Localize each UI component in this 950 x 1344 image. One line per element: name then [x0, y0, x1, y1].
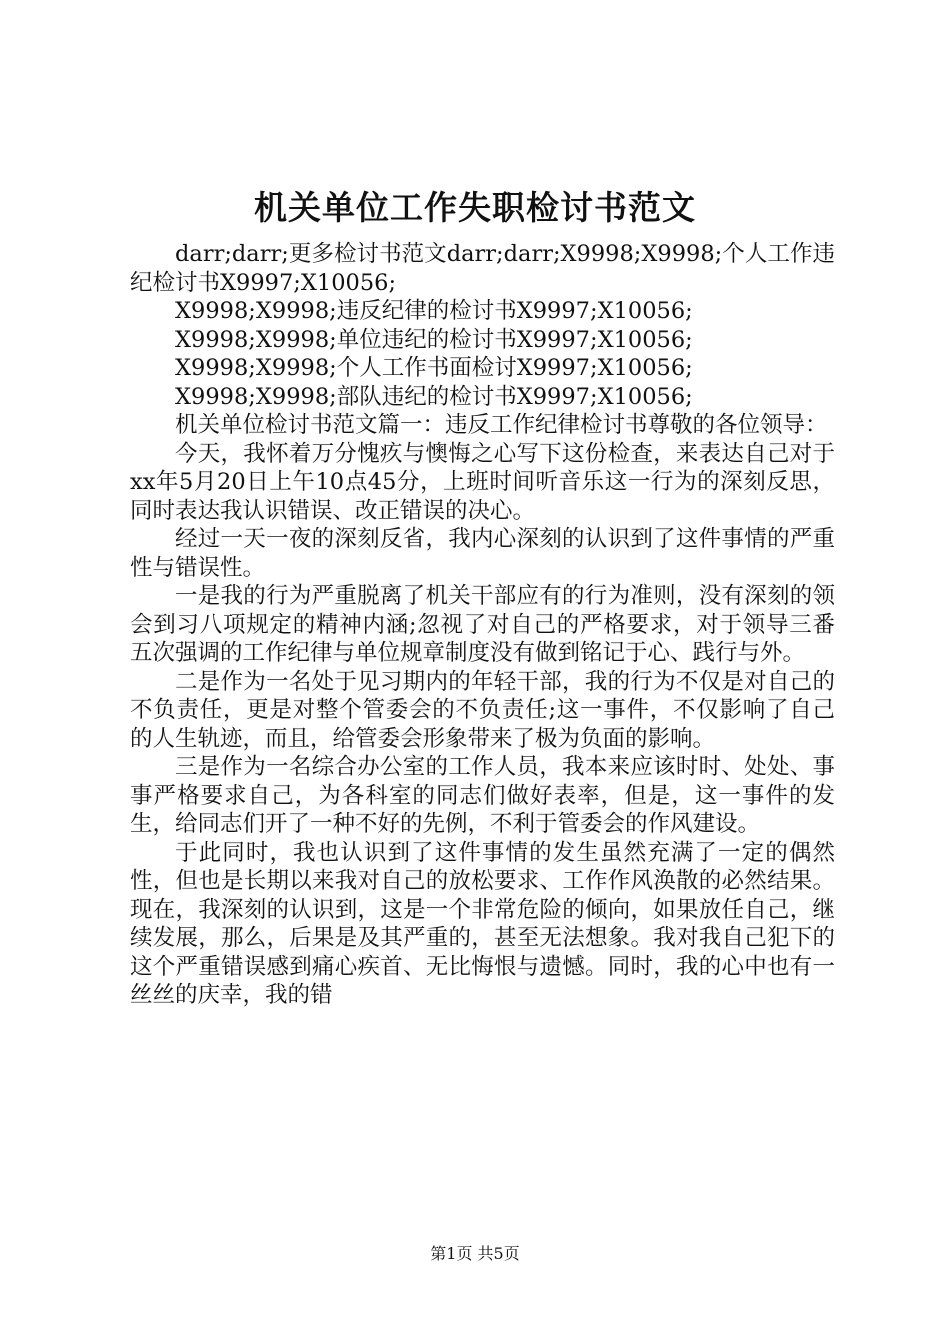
- document-title: 机关单位工作失职检讨书范文: [254, 188, 696, 227]
- paragraph-link-3: X9998;X9998;个人工作书面检讨X9997;X10056;: [175, 355, 693, 381]
- document-body: [130, 240, 835, 1010]
- paragraph-body-1: 今天，我怀着万分愧疚与懊悔之心写下这份检查，来表达自己对于xx年5月20日上午10点45分，上班时间听音乐这一行为的深刻反思，同时表达我认识错误、改正错误的决心。: [130, 440, 835, 524]
- page-number-footer: 第1页 共5页: [430, 1244, 520, 1263]
- paragraph-body-4: 二是作为一名处于见习期内的年轻干部，我的行为不仅是对自己的不负责任，更是对整个管委会的不负责任;这一事件，不仅影响了自己的人生轨迹，而且，给管委会形象带来了极为负面的影响。: [130, 668, 835, 752]
- paragraph-link-1: X9998;X9998;违反纪律的检讨书X9997;X10056;: [175, 298, 693, 324]
- paragraph-body-2: 经过一天一夜的深刻反省，我内心深刻的认识到了这件事情的严重性与错误性。: [130, 526, 835, 581]
- paragraph-link-4: X9998;X9998;部队违纪的检讨书X9997;X10056;: [175, 383, 693, 410]
- paragraph-body-5: 三是作为一名综合办公室的工作人员，我本来应该时时、处处、事事严格要求自己，为各科室的同志们做好表率，但是，这一事件的发生，给同志们开了一种不好的先例，不利于管委会的作风建设。: [130, 754, 835, 837]
- paragraph-salutation: 机关单位检讨书范文篇一：违反工作纪律检讨书尊敬的各位领导：: [175, 412, 828, 438]
- paragraph-body-3: 一是我的行为严重脱离了机关干部应有的行为准则，没有深刻的领会到习八项规定的精神内涵;忽视了对自己的严格要求，对于领导三番五次强调的工作纪律与单位规章制度没有做到铭记于心、践行与外。: [130, 583, 835, 666]
- paragraph-link-2: X9998;X9998;单位违纪的检讨书X9997;X10056;: [175, 326, 693, 353]
- paragraph-body-6: 于此同时，我也认识到了这件事情的发生虽然充满了一定的偶然性，但也是长期以来我对自己的放松要求、工作作风涣散的必然结果。现在，我深刻的认识到，这是一个非常危险的倾向，如果放任自己，继续发展，那么，后果是及其严重的，甚至无法想象。我对我自己犯下的这个严重错误感到痛心疾首、无比悔恨与遗憾。同时，我的心中也有一丝丝的庆幸，我的错: [130, 839, 835, 1008]
- paragraph-links-intro: darr;darr;更多检讨书范文darr;darr;X9998;X9998;个人工作违纪检讨书X9997;X10056;: [130, 241, 835, 296]
